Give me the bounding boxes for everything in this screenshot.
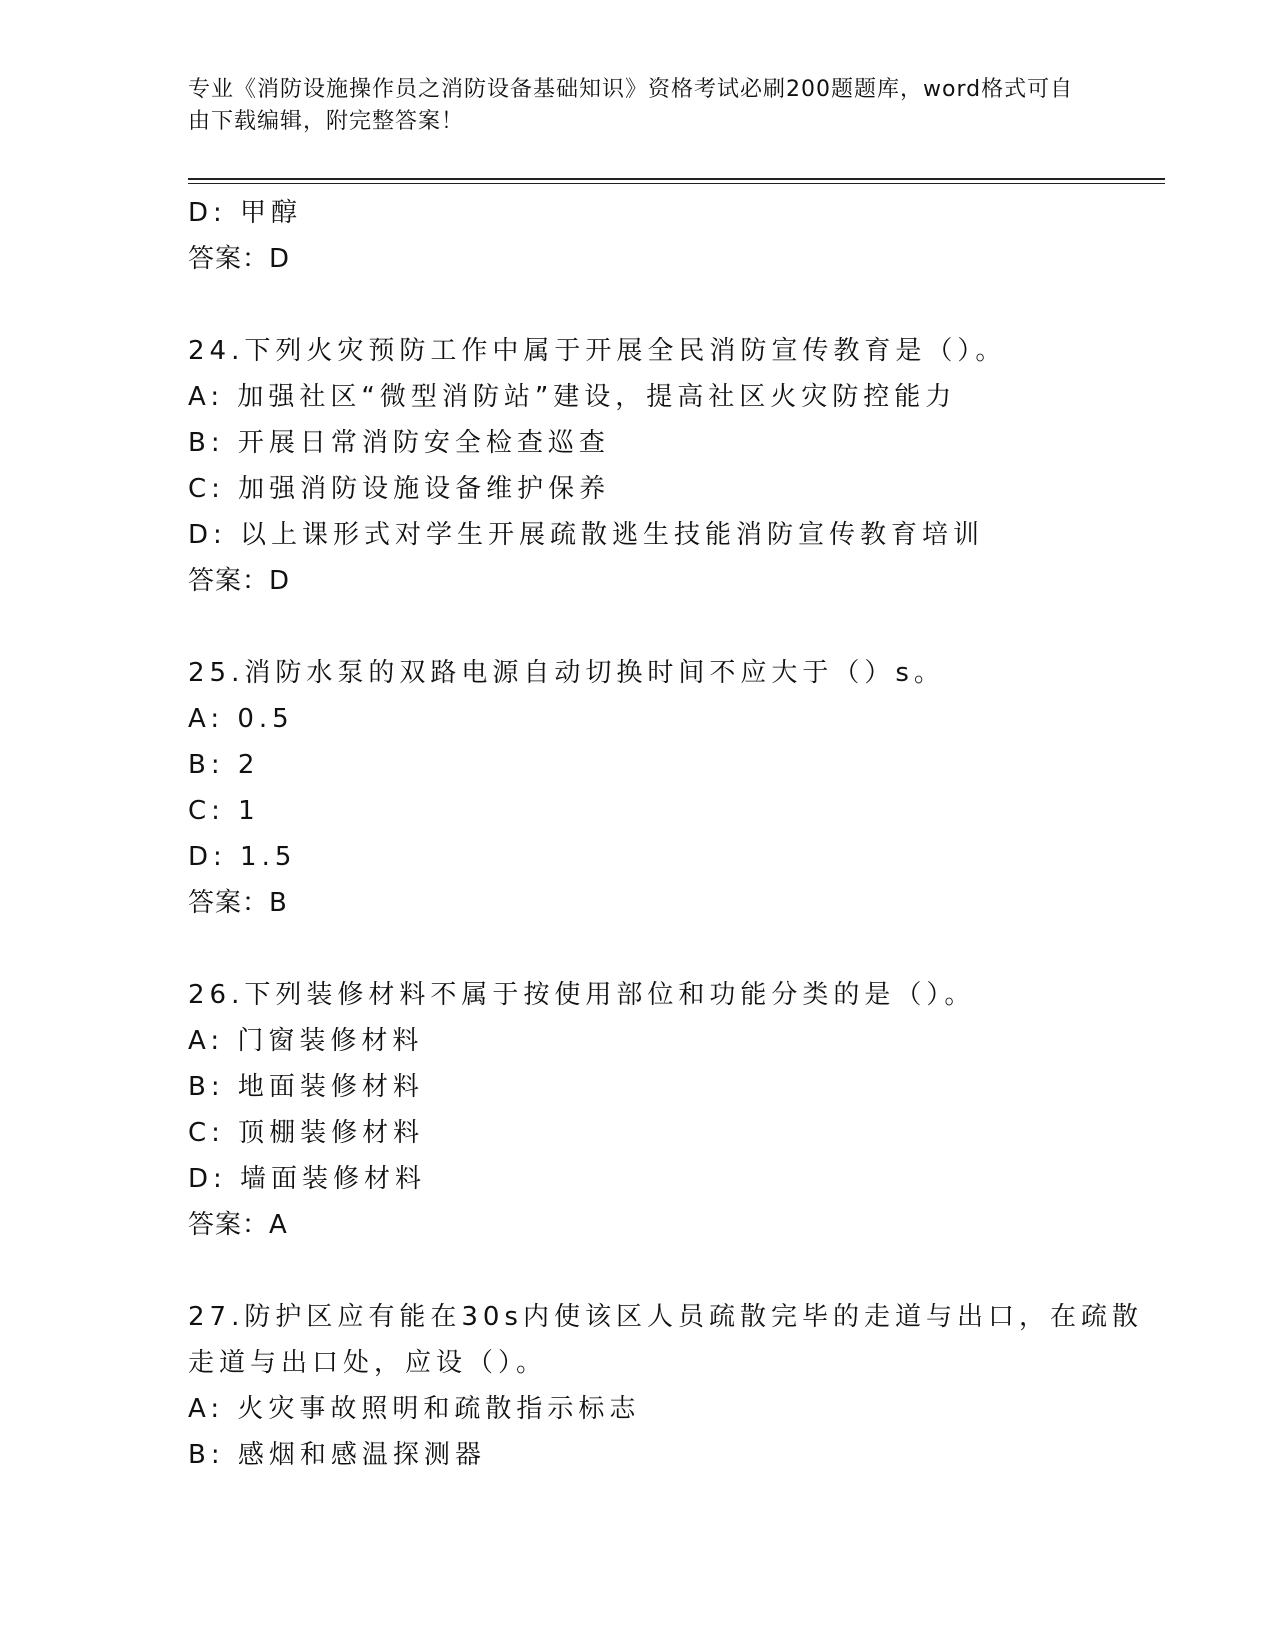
answer-line: 答案：A (188, 1210, 288, 1240)
question-24 (188, 328, 1148, 604)
option-c: C: 1 (188, 796, 260, 826)
option-b: B: 地面装修材料 (188, 1072, 424, 1102)
option-b: B: 感烟和感温探测器 (188, 1440, 486, 1470)
spacer (188, 1248, 1148, 1294)
previous-question-tail (188, 190, 1148, 282)
document-title: 专业《消防设施操作员之消防设备基础知识》资格考试必刷200题题库，word格式可自由下载编辑，附完整答案！ (188, 77, 1074, 134)
option-a: A: 加强社区“微型消防站”建设，提高社区火灾防控能力 (188, 382, 957, 412)
answer-line: 答案：B (188, 888, 288, 918)
question-27 (188, 1294, 1148, 1478)
option-c: C: 加强消防设施设备维护保养 (188, 474, 611, 504)
option-d: D: 墙面装修材料 (188, 1164, 427, 1194)
question-stem: 27.防护区应有能在30s内使该区人员疏散完毕的走道与出口，在疏散走道与出口处，应设（）。 (188, 1302, 1143, 1378)
option-c: C: 顶棚装修材料 (188, 1118, 425, 1148)
option-a: A: 门窗装修材料 (188, 1026, 424, 1056)
spacer (188, 604, 1148, 650)
question-stem: 25.消防水泵的双路电源自动切换时间不应大于（）s。 (188, 658, 945, 688)
option-d: D: 以上课形式对学生开展疏散逃生技能消防宣传教育培训 (188, 520, 985, 550)
option-b: B: 2 (188, 750, 260, 780)
answer-line: 答案：D (188, 244, 291, 274)
question-stem: 24.下列火灾预防工作中属于开展全民消防宣传教育是（）。 (188, 336, 1007, 366)
spacer (188, 926, 1148, 972)
option-a: A: 火灾事故照明和疏散指示标志 (188, 1394, 641, 1424)
question-content (188, 190, 1148, 1478)
question-stem: 26.下列装修材料不属于按使用部位和功能分类的是（）。 (188, 980, 976, 1010)
header-divider-thick (188, 178, 1165, 180)
option-b: B: 开展日常消防安全检查巡查 (188, 428, 610, 458)
option-a: A: 0.5 (188, 704, 294, 734)
spacer (188, 282, 1148, 328)
question-26 (188, 972, 1148, 1248)
option-d: D: 甲醇 (188, 198, 303, 228)
header-divider-thin (188, 183, 1165, 184)
question-25 (188, 650, 1148, 926)
option-d: D: 1.5 (188, 842, 297, 872)
answer-line: 答案：D (188, 566, 291, 596)
